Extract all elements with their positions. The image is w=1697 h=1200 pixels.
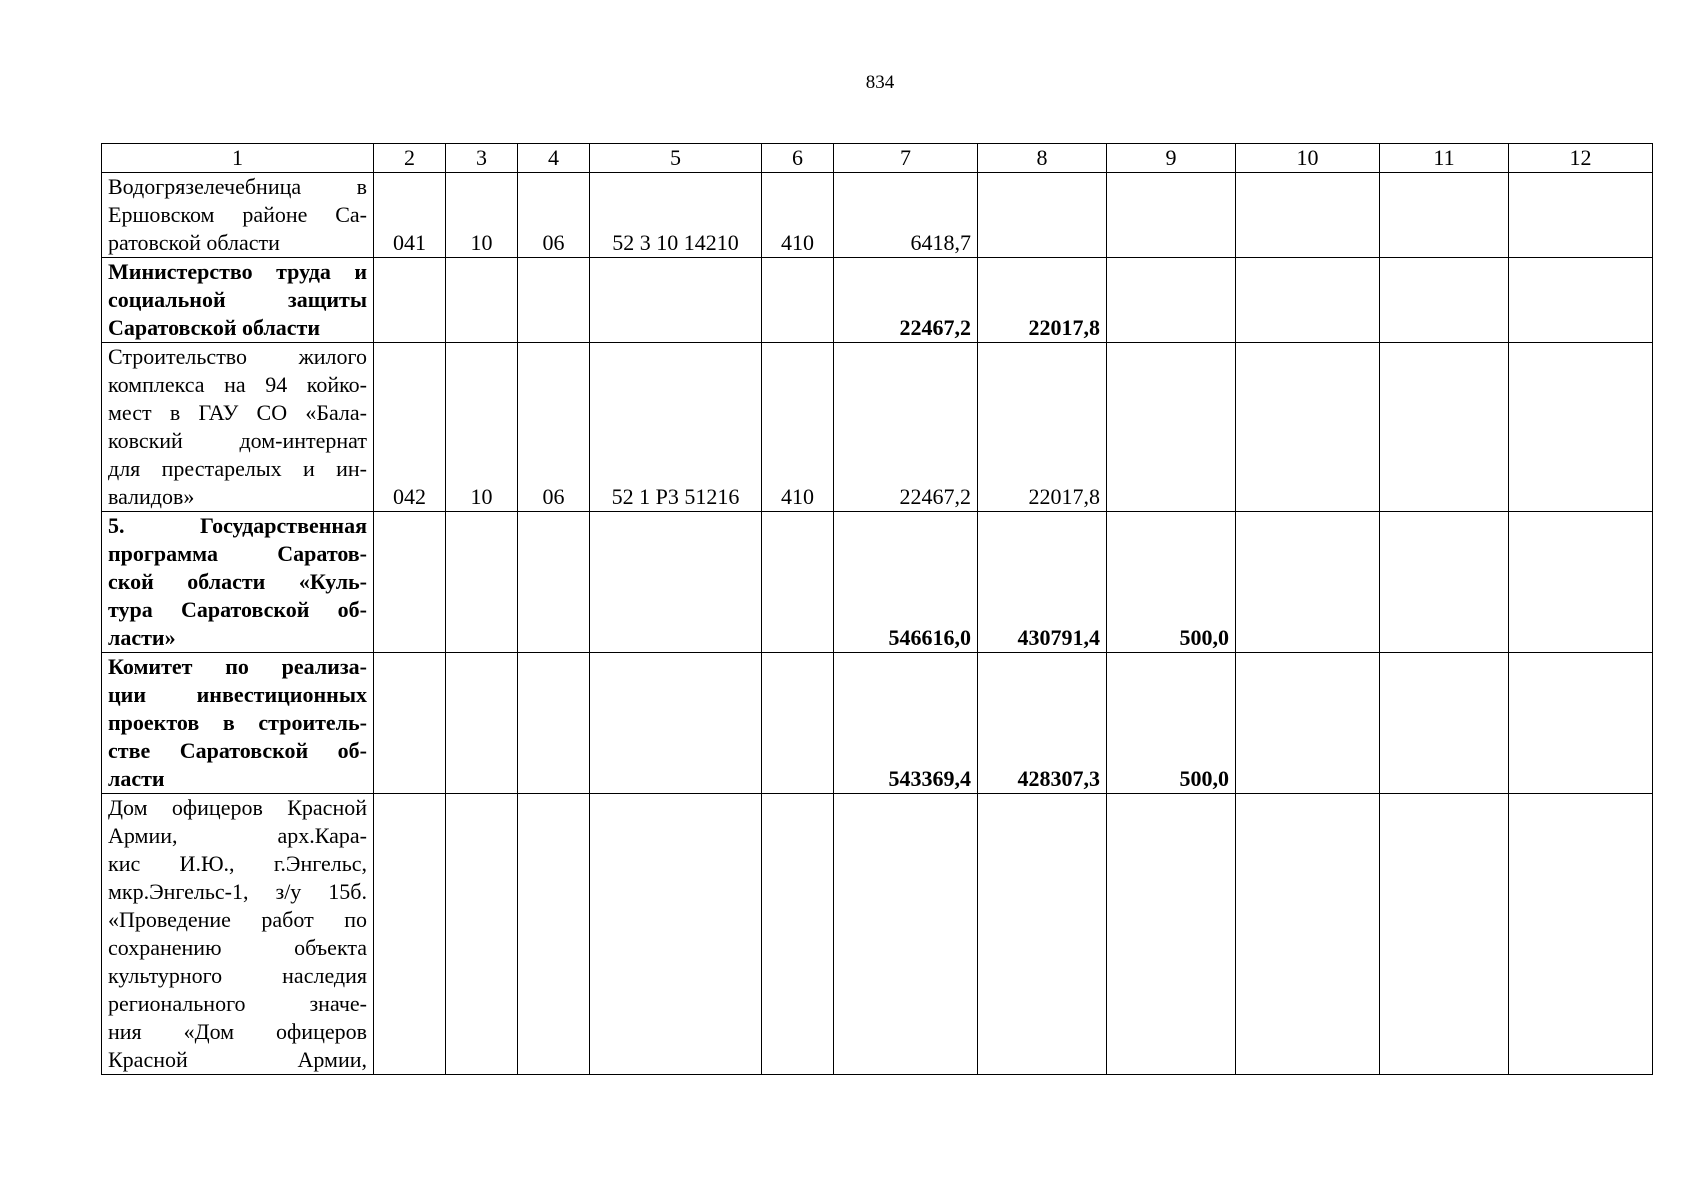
expense-type-code [762,258,834,343]
amount-col-10 [1236,653,1380,794]
amount-col-8: 428307,3 [978,653,1107,794]
amount-col-7: 22467,2 [834,343,978,512]
subsection-code: 06 [518,173,590,258]
expense-type-code [762,512,834,653]
amount-col-12 [1509,653,1653,794]
object-name-cell [102,173,374,258]
column-header: 3 [446,144,518,173]
amount-col-7: 546616,0 [834,512,978,653]
table-row [102,794,1653,1075]
amount-col-11 [1380,794,1509,1075]
expense-type-code [762,653,834,794]
amount-col-12 [1509,512,1653,653]
column-header: 10 [1236,144,1380,173]
amount-col-8: 22017,8 [978,258,1107,343]
object-name-line: ласти [108,766,165,791]
object-name-line: Министерство труда и [108,259,367,284]
object-name-cell [102,512,374,653]
object-name-line: Водогрязелечебница в [108,174,367,199]
amount-col-11 [1380,512,1509,653]
amount-col-11 [1380,343,1509,512]
target-article-code [590,653,762,794]
expense-type-code: 410 [762,173,834,258]
amount-col-9 [1107,258,1236,343]
amount-col-10 [1236,794,1380,1075]
object-name-line: проектов в строитель- [108,710,367,735]
target-article-code [590,512,762,653]
object-name-cell [102,343,374,512]
amount-col-9 [1107,343,1236,512]
amount-col-7: 22467,2 [834,258,978,343]
expense-type-code [762,794,834,1075]
subsection-code [518,258,590,343]
amount-col-10 [1236,173,1380,258]
object-name-line: ласти» [108,625,176,650]
section-code: 10 [446,173,518,258]
table-row [102,512,1653,653]
object-name-line: мкр.Энгельс-1, з/у 15б. [108,879,367,904]
column-header: 4 [518,144,590,173]
amount-col-7: 6418,7 [834,173,978,258]
page-number: 834 [865,72,895,93]
column-header: 12 [1509,144,1653,173]
subsection-code [518,512,590,653]
column-header: 8 [978,144,1107,173]
amount-col-12 [1509,794,1653,1075]
section-code [446,258,518,343]
object-name-line: Саратовской области [108,315,321,340]
admin-code: 041 [374,173,446,258]
object-name-line: Армии, арх.Кара- [108,823,367,848]
section-code: 10 [446,343,518,512]
amount-col-8: 22017,8 [978,343,1107,512]
amount-col-12 [1509,173,1653,258]
amount-col-7 [834,794,978,1075]
object-name-line: ния «Дом офицеров [108,1019,367,1044]
column-header: 6 [762,144,834,173]
admin-code [374,794,446,1075]
column-number-row [102,144,1653,173]
object-name-line: Красной Армии, [108,1047,367,1072]
column-header: 11 [1380,144,1509,173]
amount-col-10 [1236,258,1380,343]
object-name-cell [102,794,374,1075]
subsection-code [518,794,590,1075]
object-name-line: тура Саратовской об- [108,597,367,622]
object-name-cell [102,258,374,343]
table-row [102,343,1653,512]
amount-col-7: 543369,4 [834,653,978,794]
table-row [102,173,1653,258]
admin-code [374,258,446,343]
object-name-line: ратовской области [108,230,280,255]
object-name-line: Строительство жилого [108,344,367,369]
table-row [102,653,1653,794]
object-name-line: ковский дом-интернат [108,428,367,453]
object-name-line: Дом офицеров Красной [108,795,367,820]
section-code [446,794,518,1075]
object-name-line: регионального значе- [108,991,367,1016]
amount-col-9: 500,0 [1107,653,1236,794]
expense-type-code: 410 [762,343,834,512]
target-article-code [590,258,762,343]
amount-col-11 [1380,653,1509,794]
target-article-code: 52 3 10 14210 [590,173,762,258]
object-name-line: валидов» [108,484,195,509]
target-article-code [590,794,762,1075]
amount-col-9: 500,0 [1107,512,1236,653]
object-name-cell [102,653,374,794]
object-name-line: мест в ГАУ СО «Бала- [108,400,367,425]
object-name-line: культурного наследия [108,963,367,988]
amount-col-12 [1509,258,1653,343]
object-name-line: сохранению объекта [108,935,367,960]
amount-col-9 [1107,173,1236,258]
amount-col-8 [978,173,1107,258]
object-name-line: 5. Государственная [108,513,367,538]
column-header: 9 [1107,144,1236,173]
object-name-line: кис И.Ю., г.Энгельс, [108,851,367,876]
column-header: 1 [102,144,374,173]
admin-code [374,653,446,794]
section-code [446,512,518,653]
subsection-code [518,653,590,794]
object-name-line: стве Саратовской об- [108,738,367,763]
amount-col-11 [1380,258,1509,343]
column-header: 2 [374,144,446,173]
budget-table [101,143,1653,1075]
object-name-line: комплекса на 94 койко- [108,372,367,397]
admin-code [374,512,446,653]
amount-col-8: 430791,4 [978,512,1107,653]
object-name-line: ции инвестиционных [108,682,367,707]
section-code [446,653,518,794]
object-name-line: социальной защиты [108,287,367,312]
amount-col-10 [1236,512,1380,653]
object-name-line: для престарелых и ин- [108,456,367,481]
object-name-line: программа Саратов- [108,541,367,566]
amount-col-11 [1380,173,1509,258]
amount-col-8 [978,794,1107,1075]
amount-col-12 [1509,343,1653,512]
amount-col-10 [1236,343,1380,512]
table-row [102,258,1653,343]
object-name-line: ской области «Куль- [108,569,367,594]
admin-code: 042 [374,343,446,512]
subsection-code: 06 [518,343,590,512]
column-header: 7 [834,144,978,173]
target-article-code: 52 1 P3 51216 [590,343,762,512]
amount-col-9 [1107,794,1236,1075]
object-name-line: Ершовском районе Са- [108,202,367,227]
object-name-line: «Проведение работ по [108,907,367,932]
object-name-line: Комитет по реализа- [108,654,367,679]
column-header: 5 [590,144,762,173]
